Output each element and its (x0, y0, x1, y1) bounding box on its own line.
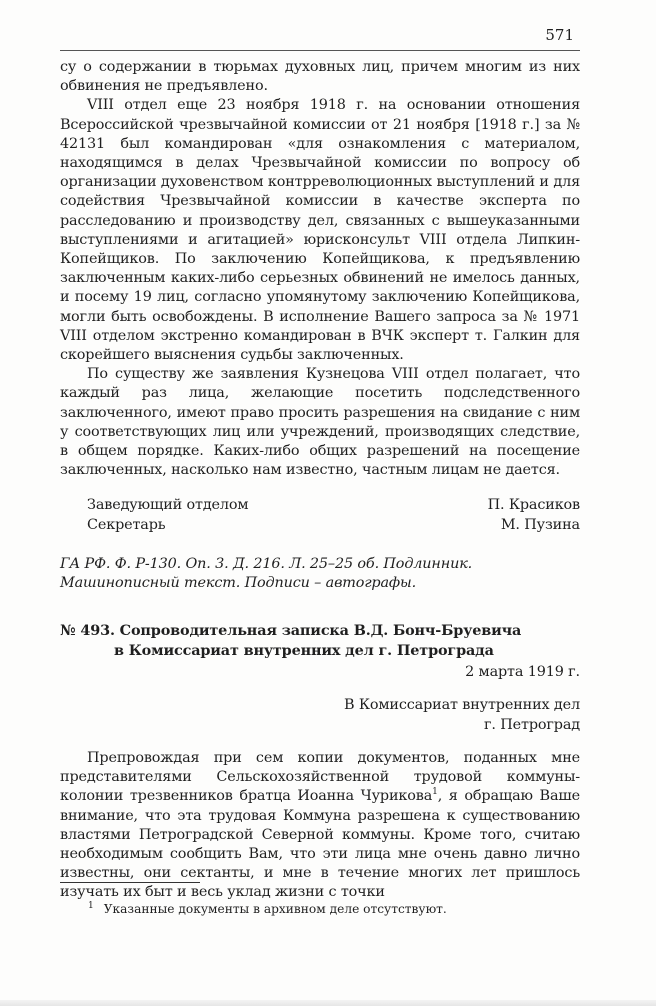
address-line: В Комиссариат внутренних дел (344, 697, 580, 714)
footnote (88, 898, 578, 917)
body-text: Препровождая при сем копии документов, поданных мне представителями Сельскохозяйственной трудовой коммуны-колонии трезвенников братца Иоанна Чурикова (60, 749, 580, 805)
page-content (60, 58, 580, 903)
signature-row-head (60, 496, 580, 515)
signature-block (60, 496, 580, 534)
document-title (60, 621, 580, 661)
footnote-rule (60, 882, 200, 883)
signature-row-secretary (60, 516, 580, 535)
archive-note-line: Машинописный текст. Подписи – автографы. (60, 575, 417, 592)
archive-note-line: ГА РФ. Ф. Р-130. Оп. 3. Д. 216. Л. 25–25 об. Подлинник. (60, 555, 473, 572)
document-title-line: в Комиссариат внутренних дел г. Петрограда (114, 642, 494, 660)
body-text: , я обращаю Ваше внимание, что эта трудовая Коммуна разрешена к существованию властями Петроградской Северной коммуны. Кроме того, считаю необходимым сообщить Вам, что эти лица мне очень давно лично известны, они сектанты, и мне в течение многих лет пришлось изучать их быт и весь уклад жизни с точки (60, 788, 580, 901)
paragraph-continuation: су о содержании в тюрьмах духовных лиц, причем многим из них обвинения не предъявлено. (60, 59, 580, 95)
signature-name: П. Красиков (487, 497, 580, 514)
header-rule (60, 50, 580, 51)
document-title-line: № 493. Сопроводительная записка В.Д. Бонч-Бруевича (60, 622, 522, 640)
document-date: 2 марта 1919 г. (465, 664, 580, 681)
paragraph-document-body (60, 749, 580, 903)
address-line: г. Петроград (484, 716, 580, 733)
page-number: 571 (545, 26, 574, 44)
archive-note (60, 555, 580, 593)
signature-role: Секретарь (87, 516, 166, 533)
signature-name: М. Пузина (500, 516, 580, 533)
footnote-text: Указанные документы в архивном деле отсутствуют. (103, 902, 447, 917)
footnote-marker: 1 (88, 901, 94, 911)
paragraph-kuznetsov-statement: По существу же заявления Кузнецова VIII отдел полагает, что каждый раз лица, желающие посетить подследственного заключенного, имеют право просить разрешения на свидание с ним у соответствующих лиц или учреждений, производящих следствие, в общем порядке. Каких-либо общих разрешений на посещение заключенных, насколько нам известно, частным лицам не дается. (60, 366, 580, 479)
signature-role: Заведующий отделом (87, 497, 249, 514)
document-address (60, 696, 580, 734)
footnote-reference[interactable]: 1 (432, 787, 438, 798)
paragraph-viii-department: VIII отдел еще 23 ноября 1918 г. на основании отношения Всероссийской чрезвычайной комиссии от 21 ноября [1918 г.] за № 42131 был командирован «для ознакомления с материалом, находящимся в делах Чрезвычайной комиссии по вопросу об организации духовенством контрреволюционных выступлений и для содействия Чрезвычайной комиссии в качестве эксперта по расследованию и производству дел, связанных с вышеуказанными выступлениями и агитацией» юрисконсульт VIII отдела Липкин-Копейщиков. По заключению Копейщикова, к предъявлению заключенным каких-либо серьезных обвинений не имелось данных, и посему 19 лиц, согласно упомянутому заключению Копейщикова, могли быть освобождены. В исполнение Вашего запроса за № 1971 VIII отделом экстренно командирован в ВЧК эксперт т. Галкин для скорейшего выяснения судьбы заключенных. (60, 97, 580, 364)
page-bottom-edge (0, 1000, 656, 1006)
